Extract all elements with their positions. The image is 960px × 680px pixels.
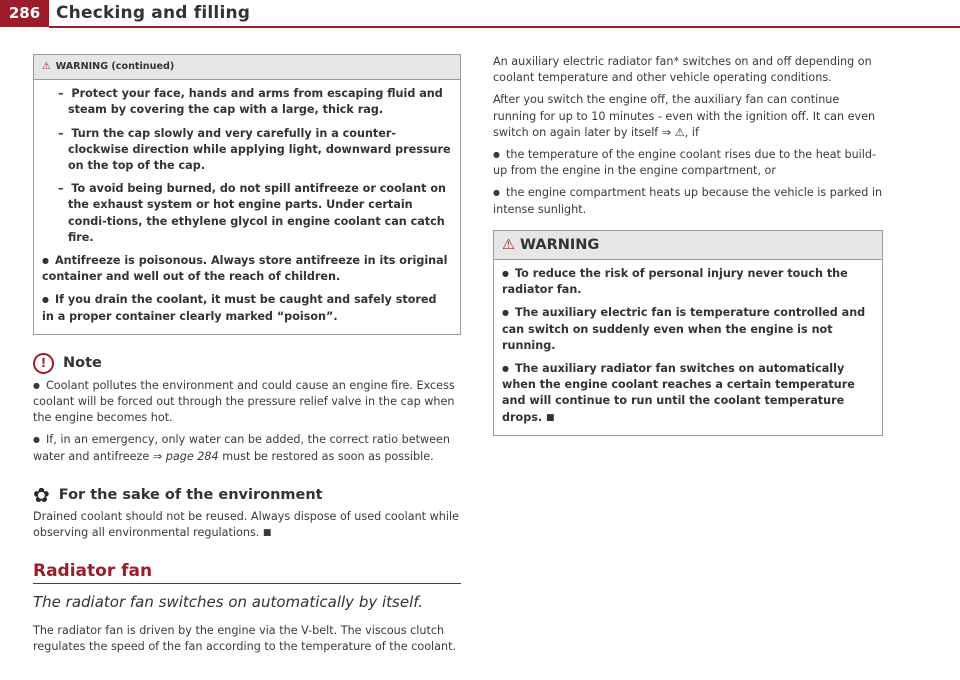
warning-triangle-icon: ⚠ xyxy=(42,61,51,72)
warning-dash-text: Turn the cap slowly and very carefully in a counter-clockwise direction while applying light, downward pressure on the top of the cap. xyxy=(68,126,451,173)
note-title: Note xyxy=(63,355,102,372)
warning-dash-item xyxy=(42,181,452,246)
bullet-icon: ● xyxy=(502,308,509,318)
section-title: Checking and filling xyxy=(56,3,251,23)
warning-bullet-item xyxy=(42,253,452,285)
note-info-icon: ! xyxy=(33,353,54,374)
environment-body: Drained coolant should not be reused. Always dispose of used coolant while observing all environmental regulations. xyxy=(33,509,459,540)
radiator-fan-text: The radiator fan is driven by the engine via the V-belt. The viscous clutch regulates the speed of the fan according to the temperature of the coolant. xyxy=(33,623,457,653)
warning-bullet-text: Antifreeze is poisonous. Always store antifreeze in its original container and well out of the reach of children. xyxy=(42,254,448,284)
environment-text xyxy=(33,509,461,541)
bullet-icon: ● xyxy=(42,256,49,266)
dash-marker: – xyxy=(58,87,64,101)
radiator-fan-intro: The radiator fan switches on automatically by itself. xyxy=(33,593,424,612)
dash-marker: – xyxy=(58,182,64,196)
bullet-icon: ● xyxy=(502,269,509,279)
warning-bullet-item xyxy=(502,305,874,354)
warning-continued-title: WARNING (continued) xyxy=(55,61,175,72)
warning-box xyxy=(493,230,883,436)
end-mark-icon: ■ xyxy=(262,528,272,539)
fan-bullet xyxy=(493,147,883,179)
fan-paragraph-2: After you switch the engine off, the auxiliary fan can continue running for up to 10 minutes - even with the ignition off. It can even switch on again later by itself ⇒ ⚠, if xyxy=(493,93,876,139)
warning-bullet-text: The auxiliary radiator fan switches on automatically when the engine coolant reaches a certain temperature and will continue to run until the coolant temperature drops. xyxy=(502,362,855,424)
bullet-icon: ● xyxy=(33,380,40,390)
left-column xyxy=(33,54,461,661)
bullet-icon: ● xyxy=(502,364,509,374)
bullet-icon: ● xyxy=(42,295,49,305)
warning-dash-text: To avoid being burned, do not spill antifreeze or coolant on the exhaust system or hot engine parts. Under certain condi-tions, the ethylene glycol in engine coolant can catch fire. xyxy=(68,182,447,244)
warning-bullet-item xyxy=(502,266,874,298)
page-number: 286 xyxy=(0,0,49,27)
note-bullet xyxy=(33,378,461,427)
warning-body xyxy=(494,260,882,435)
note-bullet-text-end: must be restored as soon as possible. xyxy=(218,449,434,463)
note-bullet-text: Coolant pollutes the environment and could cause an engine fire. Excess coolant will be forced out through the pressure relief valve in the cap when the engine becomes hot. xyxy=(33,378,455,425)
warning-continued-box xyxy=(33,54,461,335)
header-rule xyxy=(49,26,960,28)
dash-marker: – xyxy=(58,126,64,140)
fan-bullet-text: the engine compartment heats up because the vehicle is parked in intense sunlight. xyxy=(493,186,883,216)
environment-heading xyxy=(33,482,461,507)
fan-bullet-text: the temperature of the engine coolant rises due to the heat build-up from the engine in the engine compartment, or xyxy=(493,148,877,178)
warning-bullet-item xyxy=(42,292,452,324)
bullet-icon: ● xyxy=(493,150,500,160)
bullet-icon: ● xyxy=(33,435,40,445)
warning-dash-text: Protect your face, hands and arms from escaping fluid and steam by covering the cap with a large, thick rag. xyxy=(68,87,443,117)
bullet-icon: ● xyxy=(493,188,500,198)
warning-triangle-icon: ⚠ xyxy=(502,236,515,253)
warning-continued-header xyxy=(34,55,460,80)
environment-leaf-icon: ✿ xyxy=(33,482,50,507)
warning-continued-body xyxy=(34,80,460,334)
note-bullet-text: If, in an emergency, only water can be added, the correct ratio between water and antifreeze ⇒ xyxy=(33,433,450,463)
warning-bullet-text: The auxiliary electric fan is temperature controlled and can switch on suddenly even when the engine is not running. xyxy=(502,306,866,352)
warning-title: WARNING xyxy=(520,236,600,253)
note-heading xyxy=(33,353,461,374)
warning-header xyxy=(494,231,882,260)
warning-dash-item xyxy=(42,86,452,118)
warning-bullet-text: If you drain the coolant, it must be caught and safely stored in a proper container clearly marked “poison”. xyxy=(42,293,437,323)
warning-dash-item xyxy=(42,126,452,175)
note-bullet xyxy=(33,432,461,464)
warning-bullet-text: To reduce the risk of personal injury never touch the radiator fan. xyxy=(502,267,848,297)
fan-paragraph-1: An auxiliary electric radiator fan* switches on and off depending on coolant temperature and other vehicle operating conditions. xyxy=(493,55,872,85)
environment-title: For the sake of the environment xyxy=(58,486,323,503)
right-column xyxy=(493,54,883,454)
radiator-fan-heading: Radiator fan xyxy=(33,561,153,582)
page-reference-link[interactable]: page 284 xyxy=(165,449,219,463)
end-mark-icon: ■ xyxy=(546,412,555,423)
radiator-fan-rule xyxy=(33,583,461,584)
warning-bullet-item xyxy=(502,361,874,426)
fan-bullet xyxy=(493,185,883,217)
